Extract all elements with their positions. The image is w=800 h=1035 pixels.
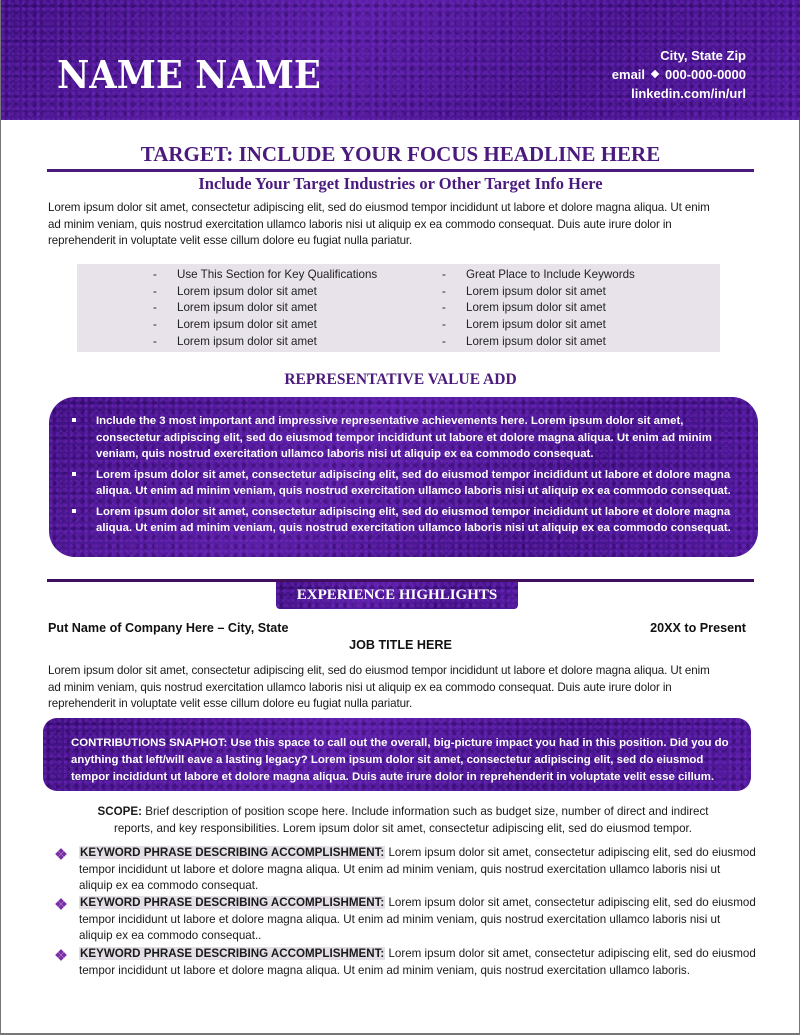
accomplishment-keyword: KEYWORD PHRASE DESCRIBING ACCOMPLISHMENT:: [80, 846, 385, 859]
dash-bullet-icon: -: [153, 334, 157, 348]
square-bullet-icon: [72, 509, 76, 513]
square-bullet-icon: [72, 418, 76, 422]
value-add-title: REPRESENTATIVE VALUE ADD: [284, 371, 517, 388]
contact-linkedin[interactable]: linkedin.com/in/url: [631, 86, 746, 101]
list-item: [153, 284, 377, 301]
contact-email-phone: [612, 65, 746, 84]
qualification-text: Lorem ipsum dolor sit amet: [177, 334, 317, 348]
list-item: [442, 317, 635, 334]
qualification-text: Lorem ipsum dolor sit amet: [177, 284, 317, 298]
dash-bullet-icon: -: [442, 268, 446, 281]
qualifications-right-column: [442, 267, 635, 351]
list-item: [153, 300, 377, 317]
four-diamond-bullet-icon: [56, 849, 66, 859]
scope-label: SCOPE:: [97, 805, 142, 818]
dash-bullet-icon: -: [442, 284, 446, 298]
target-summary: [48, 200, 760, 250]
summary-line: Lorem ipsum dolor sit amet, consectetur adipiscing elit, sed do eiusmod tempor incididunt ut labore et dolore magna aliqua. Ut enim: [48, 201, 710, 214]
divider: [47, 169, 754, 172]
achievement-text: Lorem ipsum dolor sit amet, consectetur adipiscing elit, sed do eiusmod tempor incididunt ut labore et dolore magna aliqua. Ut enim ad minim veniam, quis nostrud exercitation ullamco laboris nisi ut aliquip ex ea commodo consequat.: [96, 505, 731, 534]
qualification-text: Use This Section for Key Qualifications: [177, 268, 378, 281]
qualification-text: Lorem ipsum dolor sit amet: [177, 301, 317, 315]
job-title: JOB TITLE HERE: [349, 638, 452, 652]
qualification-text: Lorem ipsum dolor sit amet: [177, 318, 317, 332]
header-banner: [1, 0, 800, 120]
list-item: [69, 504, 735, 537]
list-item: [442, 267, 635, 284]
dash-bullet-icon: -: [153, 318, 157, 332]
list-item: [69, 413, 735, 463]
dash-bullet-icon: -: [153, 284, 157, 298]
employment-dates: 20XX to Present: [650, 621, 746, 635]
summary-line: reprehenderit in voluptate velit esse cillum dolore eu fugiat nulla pariatur.: [48, 234, 413, 248]
scope-description: [83, 804, 723, 837]
list-item: [442, 284, 635, 301]
contact-email[interactable]: email: [611, 67, 646, 82]
key-qualifications-box: [77, 264, 720, 352]
value-add-list: [69, 413, 735, 541]
qualification-text: Great Place to Include Keywords: [466, 268, 635, 281]
qualification-text: Lorem ipsum dolor sit amet: [466, 301, 606, 315]
contributions-snapshot-box: [43, 718, 751, 791]
qualification-text: Lorem ipsum dolor sit amet: [466, 318, 606, 332]
achievement-text: Lorem ipsum dolor sit amet, consectetur adipiscing elit, sed do eiusmod tempor incididunt ut labore et dolore magna aliqua. Ut enim ad minim veniam, quis nostrud exercitation ullamco laboris nisi ut aliquip ex ea commodo consequat.: [96, 468, 731, 497]
contributions-snapshot-text: CONTRIBUTIONS SNAPHOT: Use this space to call out the overall, big-picture impact you had in this position. Did you do anything that left/will eave a lasting legacy? Lorem ipsum dolor sit amet, consectetur adipiscing elit, sed do eiusmod tempor incididunt ut labore et dolore magna aliqua. Duis aute irure dolor in reprehenderit in voluptate velit esse cillum.: [71, 737, 729, 783]
square-bullet-icon: [72, 472, 76, 476]
list-item: [153, 334, 377, 351]
contact-info: [612, 46, 746, 103]
dash-bullet-icon: -: [153, 301, 157, 315]
company-name: Put Name of Company Here – City, State: [48, 621, 289, 635]
accomplishment-keyword: KEYWORD PHRASE DESCRIBING ACCOMPLISHMENT:: [80, 947, 385, 960]
candidate-name: NAME NAME: [57, 52, 321, 97]
experience-section-title: EXPERIENCE HIGHLIGHTS: [276, 582, 518, 609]
accomplishment-item: [56, 895, 756, 945]
accomplishment-item: [56, 946, 756, 979]
qualifications-left-column: [153, 267, 377, 351]
dash-bullet-icon: -: [153, 268, 157, 281]
achievement-text: Include the 3 most important and impressive representative achievements here. Lorem ipsum dolor sit amet, consectetur adipiscing elit, sed do eiusmod tempor incididunt ut labore et dolore magna aliqua. Ut enim ad minim veniam, quis nostrud exercitation ullamco laboris nisi ut aliquip ex ea commodo consequat.: [96, 415, 712, 460]
qualification-text: Lorem ipsum dolor sit amet: [466, 334, 606, 348]
summary-line: Lorem ipsum dolor sit amet, consectetur adipiscing elit, sed do eiusmod tempor incididunt ut labore et dolore magna aliqua. Ut enim: [48, 664, 710, 677]
accomplishment-text: Lorem ipsum dolor sit amet, consectetur adipiscing elit, sed do eiusmod tempor incididunt ut labore et dolore magna aliqua. Ut enim ad minim veniam, quis nostrud exercitation ullamco laboris nisi ut aliquip ex ea commodo consequat.: [79, 846, 756, 893]
dash-bullet-icon: -: [442, 318, 446, 332]
list-item: [69, 467, 735, 500]
value-add-box: [49, 397, 758, 557]
dash-bullet-icon: -: [442, 334, 446, 348]
list-item: [442, 300, 635, 317]
summary-line: ad minim veniam, quis nostrud exercitation ullamco laboris nisi ut aliquip ex ea commodo consequat. Duis aute irure dolor in: [48, 680, 672, 694]
list-item: [153, 317, 377, 334]
scope-text: Brief description of position scope here. Include information such as budget size, number of direct and indirect reports, and key responsibilities. Lorem ipsum dolor sit amet, consectetur adipiscing elit, sed do eiusmod tempor.: [113, 805, 709, 835]
summary-line: reprehenderit in voluptate velit esse cillum dolore eu fugiat nulla pariatur.: [48, 697, 413, 711]
accomplishment-keyword: KEYWORD PHRASE DESCRIBING ACCOMPLISHMENT:: [80, 896, 385, 909]
four-diamond-bullet-icon: [56, 950, 66, 960]
diamond-icon: [651, 70, 659, 78]
list-item: [153, 267, 377, 284]
contact-phone: 000-000-0000: [665, 67, 746, 82]
contact-city: City, State Zip: [660, 48, 746, 63]
accomplishment-text: Lorem ipsum dolor sit amet, consectetur adipiscing elit, sed do eiusmod tempor incididunt ut labore et dolore magna aliqua. Ut enim ad minim veniam, quis nostrud exercitation ullamco laboris.: [79, 947, 756, 977]
target-headline: TARGET: INCLUDE YOUR FOCUS HEADLINE HERE: [140, 142, 661, 166]
job-summary: [48, 663, 760, 713]
accomplishment-text: Lorem ipsum dolor sit amet, consectetur adipiscing elit, sed do eiusmod tempor incididunt ut labore et dolore magna aliqua. Ut enim ad minim veniam, quis nostrud exercitation ullamco laboris nisi ut aliquip ex ea commodo consequat..: [79, 896, 756, 943]
summary-line: ad minim veniam, quis nostrud exercitation ullamco laboris nisi ut aliquip ex ea commodo consequat. Duis aute irure dolor in: [48, 217, 672, 231]
target-subheadline: Include Your Target Industries or Other Target Info Here: [198, 174, 603, 193]
four-diamond-bullet-icon: [56, 899, 66, 909]
qualification-text: Lorem ipsum dolor sit amet: [466, 284, 606, 298]
accomplishment-item: [56, 845, 756, 895]
list-item: [442, 334, 635, 351]
dash-bullet-icon: -: [442, 301, 446, 315]
